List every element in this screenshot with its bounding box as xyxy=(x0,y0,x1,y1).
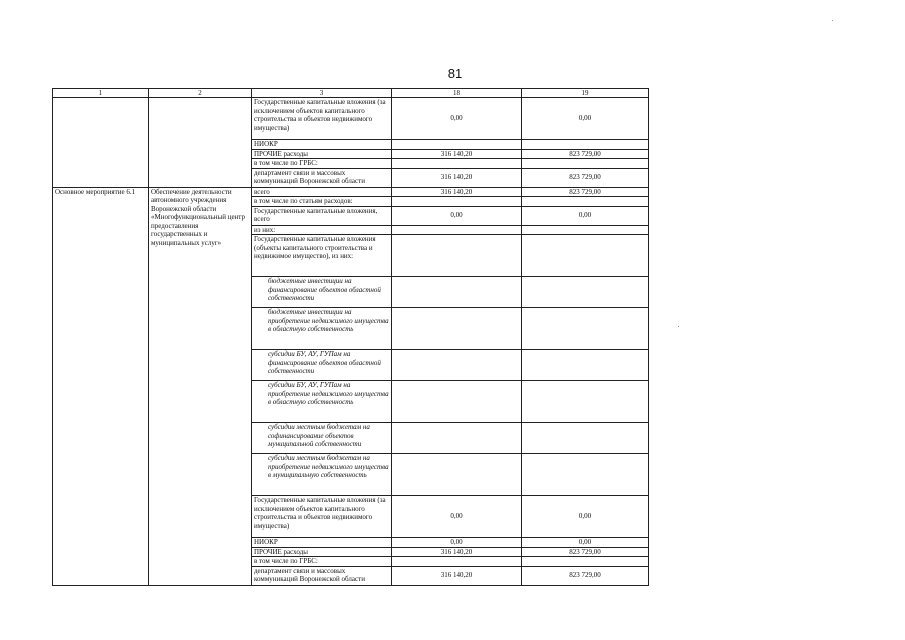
row-value-19: 823 729,00 xyxy=(522,168,649,187)
row-label: департамент связи и массовых коммуникаций Воронежской области xyxy=(252,566,392,585)
row-value-18 xyxy=(392,159,522,169)
scan-speck xyxy=(832,20,833,21)
row-value-19 xyxy=(522,235,649,277)
row-value-18: 316 140,20 xyxy=(392,149,522,159)
row-value-19 xyxy=(522,381,649,423)
row-label: ПРОЧИЕ расходы xyxy=(252,149,392,159)
row-value-18 xyxy=(392,197,522,207)
row-value-18 xyxy=(392,350,522,381)
prev-col2-cell xyxy=(149,98,252,188)
row-value-19: 823 729,00 xyxy=(522,149,649,159)
row-value-19 xyxy=(522,225,649,235)
scan-speck xyxy=(678,326,679,327)
row-label: субсидии БУ, АУ, ГУПам на приобретение недвижимого имущества в областную собственность xyxy=(252,381,392,423)
row-label: всего xyxy=(252,187,392,197)
row-value-19: 0,00 xyxy=(522,538,649,548)
row-value-19: 823 729,00 xyxy=(522,566,649,585)
row-value-19: 0,00 xyxy=(522,496,649,538)
row-label: в том числе по ГРБС: xyxy=(252,159,392,169)
row-value-18 xyxy=(392,557,522,567)
row-value-18: 0,00 xyxy=(392,98,522,140)
row-value-19 xyxy=(522,454,649,496)
row-value-19: 0,00 xyxy=(522,206,649,225)
row-value-19 xyxy=(522,277,649,308)
row-label: Государственные капитальные вложения (объекты капитального строительства и недвижимое имущество), из них: xyxy=(252,235,392,277)
row-value-19 xyxy=(522,350,649,381)
prev-col1-cell xyxy=(53,98,149,188)
row-value-19: 823 729,00 xyxy=(522,547,649,557)
budget-table xyxy=(52,88,649,586)
row-value-18 xyxy=(392,235,522,277)
row-value-18 xyxy=(392,277,522,308)
header-col-1: 1 xyxy=(53,89,149,98)
row-label: Государственные капитальные вложения (за исключением объектов капитального строительства и объектов недвижимого имущества) xyxy=(252,496,392,538)
row-label: департамент связи и массовых коммуникаций Воронежской области xyxy=(252,168,392,187)
row-value-18 xyxy=(392,454,522,496)
row-value-19 xyxy=(522,140,649,150)
row-value-19 xyxy=(522,197,649,207)
row-value-18: 316 140,20 xyxy=(392,547,522,557)
table-row xyxy=(53,187,649,197)
row-value-19 xyxy=(522,557,649,567)
header-col-19: 19 xyxy=(522,89,649,98)
row-label: Государственные капитальные вложения, всего xyxy=(252,206,392,225)
row-label: бюджетные инвестиции на финансирование объектов областной собственности xyxy=(252,277,392,308)
row-label: субсидии местным бюджетам на софинансирование объектов муниципальной собственности xyxy=(252,423,392,454)
row-value-18: 0,00 xyxy=(392,206,522,225)
row-value-18: 0,00 xyxy=(392,538,522,548)
activity-code-cell: Основное мероприятие 6.1 xyxy=(53,187,149,585)
row-value-19 xyxy=(522,423,649,454)
row-value-18 xyxy=(392,308,522,350)
row-label: НИОКР xyxy=(252,140,392,150)
header-col-18: 18 xyxy=(392,89,522,98)
row-label: в том числе по статьям расходов: xyxy=(252,197,392,207)
activity-name-cell: Обеспечение деятельности автономного учреждения Воронежской области «Многофункциональный центр предоставления государственных и муниципальных услуг» xyxy=(149,187,252,585)
row-value-19 xyxy=(522,308,649,350)
header-col-2: 2 xyxy=(149,89,252,98)
row-value-18 xyxy=(392,140,522,150)
row-value-18 xyxy=(392,225,522,235)
row-value-18: 0,00 xyxy=(392,496,522,538)
row-value-19 xyxy=(522,159,649,169)
row-label: НИОКР xyxy=(252,538,392,548)
row-value-18: 316 140,20 xyxy=(392,187,522,197)
row-value-18 xyxy=(392,381,522,423)
row-label: в том числе по ГРБС: xyxy=(252,557,392,567)
row-label: ПРОЧИЕ расходы xyxy=(252,547,392,557)
table-row xyxy=(53,98,649,140)
row-label: субсидии БУ, АУ, ГУПам на финансирование объектов областной собственности xyxy=(252,350,392,381)
row-value-18 xyxy=(392,423,522,454)
row-label: Государственные капитальные вложения (за исключением объектов капитального строительства и объектов недвижимого имущества) xyxy=(252,98,392,140)
header-row xyxy=(53,89,649,98)
header-col-3: 3 xyxy=(252,89,392,98)
row-value-18: 316 140,20 xyxy=(392,566,522,585)
row-value-19: 0,00 xyxy=(522,98,649,140)
row-label: бюджетные инвестиции на приобретение недвижимого имущества в областную собственность xyxy=(252,308,392,350)
page-number: 81 xyxy=(447,66,463,81)
row-label: субсидии местным бюджетам на приобретение недвижимого имущества в муниципальную собственность xyxy=(252,454,392,496)
row-label: из них: xyxy=(252,225,392,235)
row-value-18: 316 140,20 xyxy=(392,168,522,187)
row-value-19: 823 729,00 xyxy=(522,187,649,197)
